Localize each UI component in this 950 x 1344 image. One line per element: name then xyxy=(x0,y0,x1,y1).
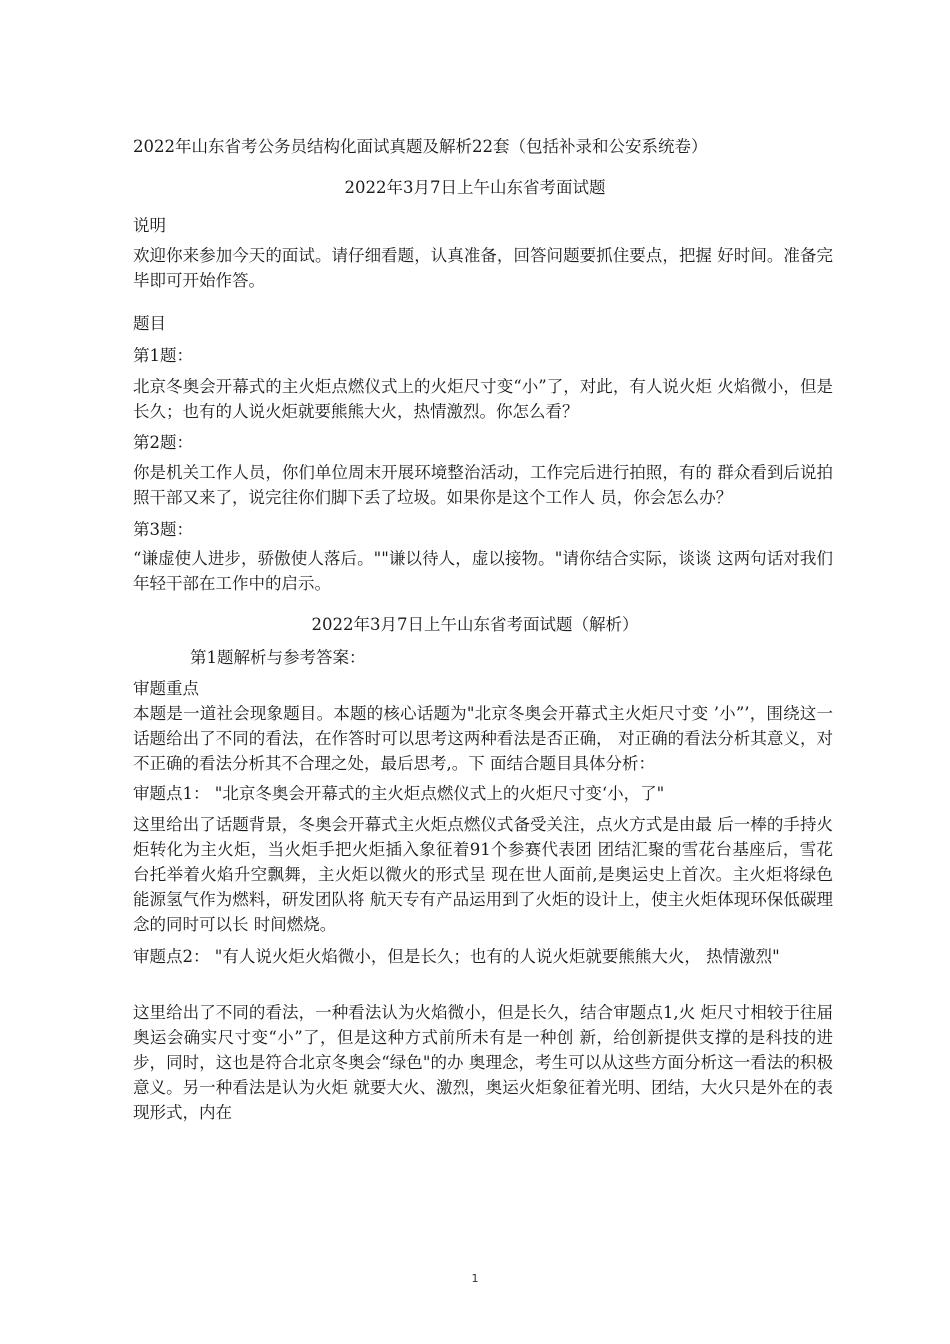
analysis-title: 2022年3月7日上午山东省考面试题（解析） xyxy=(311,615,639,634)
document-title: 2022年山东省考公务员结构化面试真题及解析22套（包括补录和公安系统卷） xyxy=(133,137,708,156)
question-2-label: 第2题： xyxy=(133,433,193,452)
question-1-text: 北京冬奥会开幕式的主火炬点燃仪式上的火炬尺寸变“小”了，对此，有人说火炬 火焰微小，但是长久；也有的人说火炬就要熊熊大火，热情激烈。你怎么看？ xyxy=(133,377,833,421)
page-number: 1 xyxy=(471,1272,479,1285)
notice-heading: 说明 xyxy=(133,216,166,235)
question-3-label: 第3题： xyxy=(133,520,193,539)
point-1-text: 这里给出了话题背景，冬奥会开幕式主火炬点燃仪式备受关注，点火方式是由最 后一棒的手持火炬转化为主火炬，当火炬手把火炬插入象征着91个参赛代表团 团结汇聚的雪花台基座后，雪花台托举着火焰升空飘舞，主火炬以微火的形式呈 现在世人面前,是奥运史上首次。主火炬将绿色能源氢气作为燃料，研发团队将 航天专有产品运用到了火炬的设计上，使主火炬体现环保低碳理念的同时可以长 时间燃烧。 xyxy=(133,815,833,934)
focus-text: 本题是一道社会现象题目。本题的核心话题为"北京冬奥会开幕式主火炬尺寸变 ’小”’，围绕这一话题给出了不同的看法，在作答时可以思考这两种看法是否正确， 对正确的看法分析其意义，对不正确的看法分析其不合理之处，最后思考,。下 面结合题目具体分析： xyxy=(133,704,833,773)
point-2-heading: 审题点2： "有人说火炬火焰微小，但是长久；也有的人说火炬就要熊熊大火， 热情激烈" xyxy=(133,947,780,966)
focus-heading: 审题重点 xyxy=(133,679,199,698)
notice-text: 欢迎你来参加今天的面试。请仔细看题，认真准备，回答问题要抓住要点，把握 好时间。准备完毕即可开始作答。 xyxy=(133,246,833,290)
point-2-text: 这里给出了不同的看法，一种看法认为火焰微小，但是长久，结合审题点1,火 炬尺寸相较于往届奥运会确实尺寸变“小”了，但是这种方式前所未有是一种创 新，给创新提供支撑的是科技的进步，同时，这也是符合北京冬奥会“绿色"的办 奥理念，考生可以从这些方面分析这一看法的积极意义。另一种看法是认为火炬 就要大火、激烈，奥运火炬象征着光明、团结，大火只是外在的表现形式，内在 xyxy=(133,1003,833,1122)
exam-title: 2022年3月7日上午山东省考面试题 xyxy=(344,178,606,197)
question-2-text: 你是机关工作人员，你们单位周末开展环境整治活动，工作完后进行拍照，有的 群众看到后说拍照干部又来了，说完往你们脚下丢了垃圾。如果你是这个工作人 员，你会怎么办？ xyxy=(133,463,833,507)
point-1-heading: 审题点1： "北京冬奥会开幕式的主火炬点燃仪式上的火炬尺寸变‘小，了" xyxy=(133,784,665,803)
questions-heading: 题目 xyxy=(133,314,166,333)
question-1-label: 第1题： xyxy=(133,346,193,365)
question-3-text: “谦虚使人进步，骄傲使人落后。""谦以待人，虚以接物。"请你结合实际，谈谈 这两句话对我们年轻干部在工作中的启示。 xyxy=(133,549,833,593)
analysis-q1-heading: 第1题解析与参考答案： xyxy=(190,648,366,667)
